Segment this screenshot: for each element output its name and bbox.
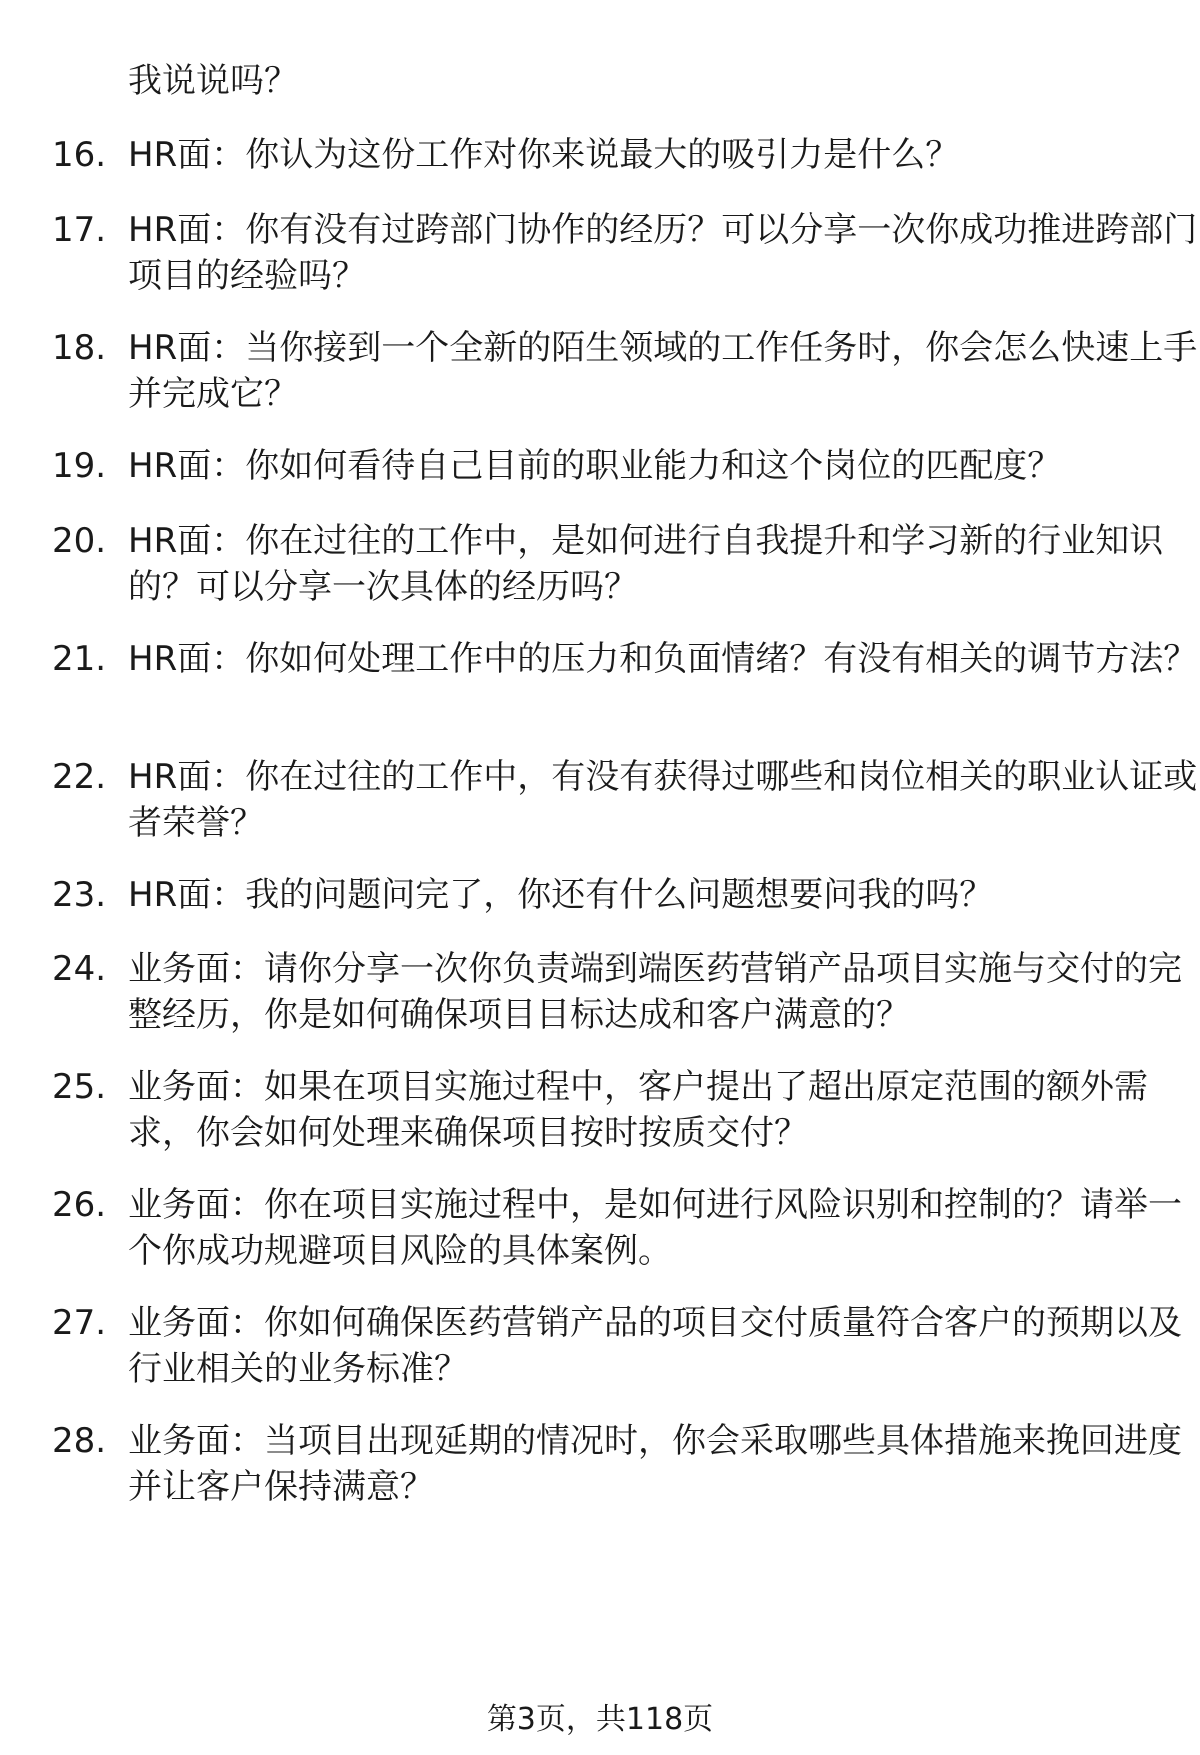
list-item — [52, 443, 1162, 489]
question-text: 业务面：你如何确保医药营销产品的项目交付质量符合客户的预期以及行业相关的业务标准？ — [128, 1303, 1182, 1389]
question-number: 23. — [52, 875, 107, 915]
list-item — [52, 636, 1198, 682]
question-number: 28. — [52, 1421, 107, 1461]
question-text: HR面：当你接到一个全新的陌生领域的工作任务时，你会怎么快速上手并完成它？ — [128, 328, 1198, 414]
list-item — [52, 754, 1198, 846]
list-item — [52, 325, 1198, 417]
question-number: 22. — [52, 757, 107, 797]
question-number: 27. — [52, 1303, 107, 1343]
list-item — [52, 872, 1162, 918]
question-text: HR面：你在过往的工作中，有没有获得过哪些和岗位相关的职业认证或者荣誉？ — [128, 757, 1198, 843]
question-number: 16. — [52, 135, 107, 175]
question-number: 24. — [52, 949, 107, 989]
list-item — [52, 1064, 1162, 1156]
list-item — [52, 132, 1162, 178]
question-text: 业务面：请你分享一次你负责端到端医药营销产品项目实施与交付的完整经历，你是如何确保项目目标达成和客户满意的？ — [128, 949, 1182, 1035]
list-item — [52, 1418, 1182, 1510]
question-text: HR面：你在过往的工作中，是如何进行自我提升和学习新的行业知识的？可以分享一次具体的经历吗？ — [128, 521, 1164, 607]
question-text: 业务面：当项目出现延期的情况时，你会采取哪些具体措施来挽回进度并让客户保持满意？ — [128, 1421, 1182, 1507]
list-item — [52, 1300, 1182, 1392]
question-text: HR面：我的问题问完了，你还有什么问题想要问我的吗？ — [128, 875, 994, 915]
question-text: HR面：你有没有过跨部门协作的经历？可以分享一次你成功推进跨部门项目的经验吗？ — [128, 210, 1198, 296]
question-text: 业务面：你在项目实施过程中，是如何进行风险识别和控制的？请举一个你成功规避项目风险的具体案例。 — [128, 1185, 1182, 1271]
question-number: 17. — [52, 210, 107, 250]
question-text: HR面：你如何看待自己目前的职业能力和这个岗位的匹配度？ — [128, 446, 1062, 486]
list-item — [52, 207, 1198, 299]
question-number: 18. — [52, 328, 107, 368]
list-item — [52, 518, 1162, 610]
question-number: 20. — [52, 521, 107, 561]
list-item — [52, 946, 1182, 1038]
question-text: HR面：你认为这份工作对你来说最大的吸引力是什么？ — [128, 135, 960, 175]
question-number: 26. — [52, 1185, 107, 1225]
question-text: 我说说吗？ — [128, 61, 298, 101]
question-number: 21. — [52, 639, 107, 679]
list-item — [52, 1182, 1182, 1274]
question-number: 25. — [52, 1067, 107, 1107]
list-item-continuation — [52, 58, 1162, 104]
question-text: 业务面：如果在项目实施过程中，客户提出了超出原定范围的额外需求，你会如何处理来确保项目按时按质交付？ — [128, 1067, 1148, 1153]
question-number: 19. — [52, 446, 107, 486]
question-text: HR面：你如何处理工作中的压力和负面情绪？有没有相关的调节方法？ — [128, 639, 1198, 679]
page-number: 第3页，共118页 — [486, 1702, 714, 1737]
